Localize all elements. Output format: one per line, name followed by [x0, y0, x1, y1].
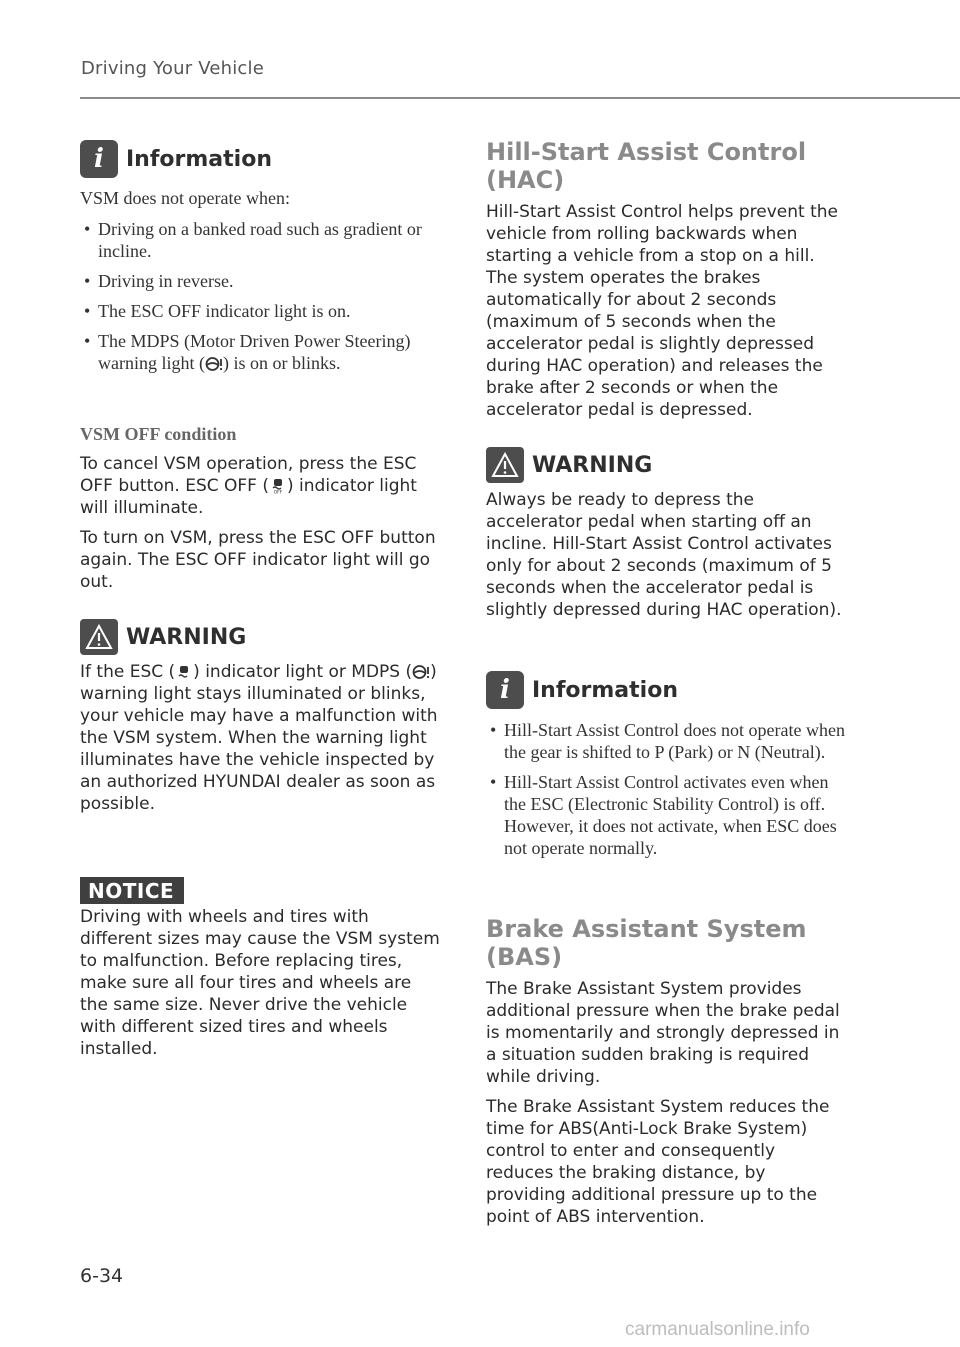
warning-text-part-1: If the ESC ( [80, 662, 176, 682]
hac-section-title: Hill-Start Assist Control (HAC) [486, 138, 807, 194]
list-item: • The ESC OFF indicator light is on. [80, 300, 440, 322]
hac-text: Hill-Start Assist Control helps prevent the vehicle from rolling backwards when starting a vehicle from a stop on a hill. The system operates the brakes automatically for about 2 seconds (maximum of 5 seconds when the accelerator pedal is slightly depressed during HAC operation) and releases the brake after 2 seconds or when the accelerator pedal is depressed. [486, 202, 839, 420]
header-divider [80, 97, 960, 99]
left-column [80, 140, 440, 1060]
information-icon: i [486, 671, 524, 709]
list-item: • Hill-Start Assist Control activates even when the ESC (Electronic Stability Control) is off. However, it does not activate, when ESC does not operate normally. [486, 771, 846, 859]
notice-tag: NOTICE [80, 877, 184, 904]
vsm-off-para-1 [80, 453, 440, 519]
list-item: • Hill-Start Assist Control does not operate when the gear is shifted to P (Park) or N (Neutral). [486, 719, 846, 763]
info-box-header [80, 140, 440, 178]
hac-warning-header [486, 447, 846, 483]
steering-warning-icon [205, 356, 223, 372]
warning-box-header [80, 619, 440, 655]
info-title: Information [126, 146, 272, 172]
page-number: 6-34 [80, 1265, 124, 1287]
running-header: Driving Your Vehicle [81, 58, 264, 79]
esc-icon [175, 664, 193, 680]
bas-para-2: The Brake Assistant System reduces the time for ABS(Anti-Lock Brake System) control to enter and consequently reduces the braking distance, by providing additional pressure up to the point of ABS intervention. [486, 1097, 830, 1227]
info-intro: VSM does not operate when: [80, 188, 290, 208]
list-item [80, 330, 440, 374]
notice-text: Driving with wheels and tires with different sizes may cause the VSM system to malfunction. Before replacing tires, make sure all four tires and wheels are the same size. Never drive the vehicle with different sized tires and wheels installed. [80, 907, 440, 1059]
vsm-off-heading: VSM OFF condition [80, 424, 237, 444]
hac-info-title: Information [532, 677, 678, 703]
mdps-text-end: ) is on or blinks. [222, 353, 341, 373]
list-item: • Driving in reverse. [80, 270, 440, 292]
hac-warning-text: Always be ready to depress the accelerator pedal when starting off an incline. Hill-Start Assist Control activates only for about 2 seconds (maximum of 5 seconds when the accelerator pedal is slightly depressed during HAC operation). [486, 490, 842, 620]
watermark: carmanualsonline.info [625, 1319, 810, 1340]
list-item: • Driving on a banked road such as gradient or incline. [80, 218, 440, 262]
warning-triangle-icon [80, 619, 118, 655]
hac-info-bullet-list [486, 719, 846, 859]
warning-text-part-2: ) indicator light or MDPS ( [193, 662, 413, 682]
right-column [486, 138, 846, 1228]
hac-info-header [486, 671, 846, 709]
vsm-off-text-end: ) indicator light will illuminate. [80, 476, 417, 518]
vsm-off-text-start: To cancel VSM operation, press the ESC OFF button. ESC OFF ( [80, 454, 417, 496]
bas-section-title: Brake Assistant System (BAS) [486, 915, 807, 971]
vsm-off-para-2: To turn on VSM, press the ESC OFF button again. The ESC OFF indicator light will go out. [80, 528, 436, 592]
information-icon: i [80, 140, 118, 178]
mdps-text-start: The MDPS (Motor Driven Power Steering) warning light ( [98, 331, 411, 373]
steering-warning-icon [412, 664, 430, 680]
hac-warning-title: WARNING [532, 452, 653, 478]
bas-para-1: The Brake Assistant System provides additional pressure when the brake pedal is momentarily and strongly depressed in a situation sudden braking is required while driving. [486, 979, 840, 1087]
warning-text-part-3: ) warning light stays illuminated or blinks, your vehicle may have a malfunction with the VSM system. When the warning light illuminates have the vehicle inspected by an authorized HYUNDAI dealer as soon as possible. [80, 662, 438, 814]
esc-off-icon [269, 478, 287, 494]
warning-text [80, 661, 440, 815]
warning-triangle-icon [486, 447, 524, 483]
warning-title: WARNING [126, 624, 247, 650]
notice-box [80, 877, 440, 904]
info-bullet-list [80, 218, 440, 374]
svg-text:OFF: OFF [273, 490, 283, 494]
